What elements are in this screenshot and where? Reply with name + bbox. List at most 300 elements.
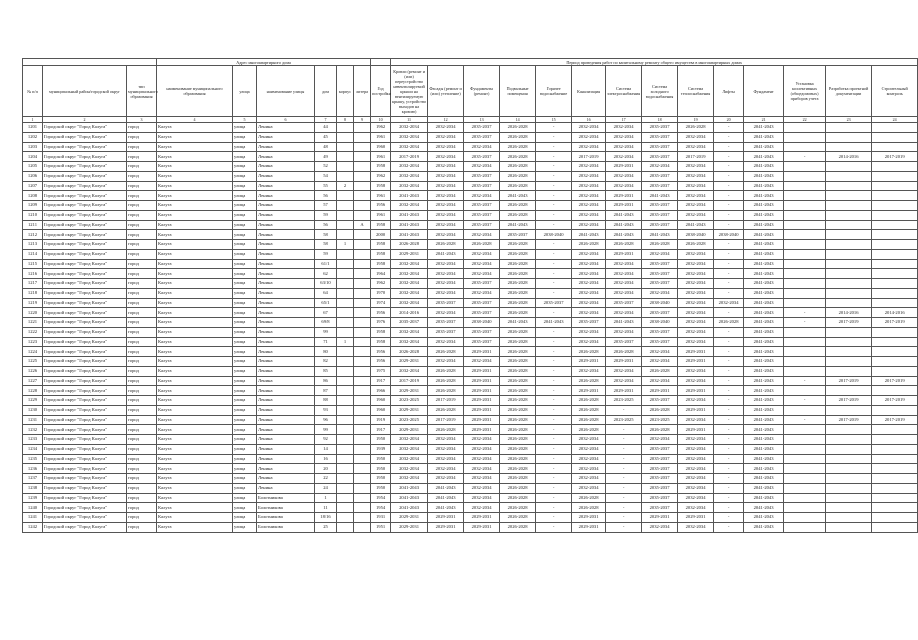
table-cell: -	[536, 308, 572, 318]
table-cell: -	[536, 201, 572, 211]
table-cell	[354, 132, 371, 142]
table-row	[23, 279, 918, 289]
table-cell: 2041-2043	[606, 230, 642, 240]
table-cell: Ленина	[257, 132, 315, 142]
table-cell	[784, 327, 826, 337]
table-cell	[826, 474, 872, 484]
table-cell: улица	[233, 132, 257, 142]
table-cell: 2026-2028	[572, 347, 606, 357]
table-cell	[337, 249, 354, 259]
table-cell: 1217	[23, 279, 43, 289]
column-header: Подвальные помещения	[500, 66, 536, 117]
table-cell: 2032-2034	[428, 152, 464, 162]
table-cell	[354, 171, 371, 181]
table-cell: 1224	[23, 347, 43, 357]
table-cell: 96	[315, 415, 337, 425]
table-cell: 2035-2037	[642, 474, 678, 484]
table-cell: 2026-2028	[572, 425, 606, 435]
table-cell: Ленина	[257, 181, 315, 191]
table-cell: Городской округ "Город Калуга"	[43, 454, 127, 464]
table-cell: 2032-2034	[606, 142, 642, 152]
table-cell: -	[606, 503, 642, 513]
table-cell: 2029-2031	[678, 357, 714, 367]
table-cell	[337, 191, 354, 201]
table-cell: -	[714, 454, 744, 464]
table-cell: 2032-2034	[678, 162, 714, 172]
table-cell: 1	[315, 493, 337, 503]
table-cell: Калуга	[157, 376, 233, 386]
table-cell	[872, 366, 918, 376]
column-header-row	[23, 66, 918, 117]
table-cell: 2041-2043	[391, 191, 428, 201]
table-cell: 2026-2028	[500, 513, 536, 523]
table-cell: 1958	[371, 337, 391, 347]
table-cell: 2041-2043	[744, 347, 784, 357]
table-cell: Городской округ "Город Калуга"	[43, 415, 127, 425]
table-cell	[784, 366, 826, 376]
table-cell	[354, 444, 371, 454]
column-number: 4	[157, 117, 233, 123]
table-cell: 85	[315, 366, 337, 376]
table-cell: -	[714, 327, 744, 337]
table-cell: -	[714, 181, 744, 191]
table-cell: 2041-2043	[744, 288, 784, 298]
column-number: 19	[678, 117, 714, 123]
table-cell: 2032-2034	[428, 220, 464, 230]
table-cell: 58	[315, 240, 337, 250]
table-row	[23, 288, 918, 298]
table-cell	[337, 318, 354, 328]
table-cell: 2017-2019	[826, 318, 872, 328]
table-cell: 11	[315, 503, 337, 513]
table-cell: 2017-2019	[391, 376, 428, 386]
table-row	[23, 415, 918, 425]
table-cell: 1231	[23, 415, 43, 425]
table-cell: город	[127, 201, 157, 211]
table-cell	[354, 376, 371, 386]
table-cell	[354, 240, 371, 250]
table-cell: 1234	[23, 444, 43, 454]
table-cell	[354, 386, 371, 396]
table-cell: -	[714, 220, 744, 230]
table-cell: 2041-2043	[606, 318, 642, 328]
column-header: Система холодного водоснабжения	[642, 66, 678, 117]
table-cell: 1219	[23, 298, 43, 308]
table-cell: Калуга	[157, 357, 233, 367]
table-cell	[826, 425, 872, 435]
table-cell: -	[714, 269, 744, 279]
table-cell: 2032-2034	[678, 181, 714, 191]
table-cell: 2035-2037	[642, 181, 678, 191]
table-cell: 2038-2040	[642, 318, 678, 328]
table-cell	[872, 298, 918, 308]
table-cell: 52	[315, 162, 337, 172]
table-cell: улица	[233, 357, 257, 367]
table-cell: 2026-2028	[500, 123, 536, 133]
table-cell	[337, 386, 354, 396]
table-cell: 2032-2034	[642, 249, 678, 259]
table-cell: 2026-2028	[500, 386, 536, 396]
table-cell: Калуга	[157, 444, 233, 454]
column-number: 22	[784, 117, 826, 123]
table-cell: 2032-2034	[428, 259, 464, 269]
column-number: 2	[43, 117, 127, 123]
table-cell: Калуга	[157, 288, 233, 298]
table-cell: Городской округ "Город Калуга"	[43, 503, 127, 513]
table-cell: 2026-2028	[500, 337, 536, 347]
table-cell: 2032-2034	[572, 132, 606, 142]
table-cell: 2026-2028	[500, 483, 536, 493]
table-cell: -	[536, 181, 572, 191]
table-cell: Ленина	[257, 454, 315, 464]
table-cell	[826, 366, 872, 376]
table-cell: 87	[315, 386, 337, 396]
column-header: литера	[354, 66, 371, 117]
table-cell	[354, 318, 371, 328]
table-row	[23, 327, 918, 337]
table-cell	[354, 210, 371, 220]
table-cell: 2032-2034	[606, 171, 642, 181]
table-cell: -	[606, 522, 642, 532]
table-row	[23, 522, 918, 532]
table-cell: улица	[233, 386, 257, 396]
table-cell: -	[536, 386, 572, 396]
table-cell: -	[536, 152, 572, 162]
table-cell: 2026-2028	[500, 240, 536, 250]
table-cell: -	[536, 366, 572, 376]
table-cell	[826, 269, 872, 279]
table-cell	[354, 201, 371, 211]
table-cell: 1233	[23, 435, 43, 445]
table-cell: город	[127, 503, 157, 513]
table-cell: 1222	[23, 327, 43, 337]
table-cell	[872, 171, 918, 181]
table-cell: Калуга	[157, 162, 233, 172]
table-cell: 2041-2043	[744, 240, 784, 250]
table-cell: 2026-2028	[678, 240, 714, 250]
table-cell	[784, 347, 826, 357]
table-cell: улица	[233, 415, 257, 425]
table-cell: Городской округ "Город Калуга"	[43, 444, 127, 454]
table-cell	[872, 269, 918, 279]
table-cell: город	[127, 357, 157, 367]
table-cell: 1950	[371, 435, 391, 445]
table-cell	[337, 269, 354, 279]
table-cell: 2026-2028	[500, 327, 536, 337]
table-cell: Болотникова	[257, 522, 315, 532]
table-cell: Калуга	[157, 435, 233, 445]
table-cell: 2032-2034	[606, 327, 642, 337]
table-cell: -	[536, 474, 572, 484]
table-cell: 2032-2034	[391, 269, 428, 279]
table-cell: Калуга	[157, 132, 233, 142]
table-cell: 2032-2034	[572, 435, 606, 445]
table-cell	[872, 425, 918, 435]
table-cell: улица	[233, 337, 257, 347]
table-cell: 2029-2031	[642, 513, 678, 523]
table-cell	[784, 435, 826, 445]
table-cell: 1237	[23, 474, 43, 484]
table-cell: 2026-2028	[500, 201, 536, 211]
table-cell	[872, 464, 918, 474]
table-cell: 2032-2034	[572, 327, 606, 337]
table-cell: 2032-2034	[572, 171, 606, 181]
table-cell: 2029-2031	[606, 249, 642, 259]
table-cell: 2038-2040	[642, 298, 678, 308]
table-cell: 2041-2043	[744, 366, 784, 376]
table-cell: 2026-2028	[500, 210, 536, 220]
table-cell: улица	[233, 230, 257, 240]
table-cell: 2029-2031	[391, 386, 428, 396]
table-cell: город	[127, 396, 157, 406]
table-cell: 2029-2031	[391, 425, 428, 435]
table-cell: Городской округ "Город Калуга"	[43, 386, 127, 396]
table-cell: 2041-2043	[744, 405, 784, 415]
table-cell: 1215	[23, 259, 43, 269]
table-cell: -	[714, 425, 744, 435]
repair-schedule-table	[22, 58, 918, 533]
table-cell	[872, 474, 918, 484]
table-cell: Калуга	[157, 210, 233, 220]
table-cell: 1958	[371, 181, 391, 191]
table-cell: 2014-2016	[872, 308, 918, 318]
table-cell: 2032-2034	[428, 288, 464, 298]
table-cell	[337, 376, 354, 386]
table-cell: 2038-2040	[714, 230, 744, 240]
table-cell: улица	[233, 474, 257, 484]
table-cell: 2032-2034	[678, 396, 714, 406]
table-cell: Ленина	[257, 259, 315, 269]
table-cell: 1236	[23, 464, 43, 474]
table-cell: 2032-2034	[391, 435, 428, 445]
table-cell: 2032-2034	[428, 474, 464, 484]
table-cell: 2032-2034	[572, 444, 606, 454]
table-cell: 2029-2031	[678, 425, 714, 435]
table-cell: -	[536, 171, 572, 181]
table-cell: 1956	[371, 347, 391, 357]
table-cell: -	[714, 240, 744, 250]
table-cell: 2032-2034	[572, 308, 606, 318]
table-cell: 2029-2031	[606, 191, 642, 201]
table-cell	[337, 522, 354, 532]
table-cell: город	[127, 181, 157, 191]
table-cell	[784, 171, 826, 181]
table-cell: -	[606, 425, 642, 435]
table-cell	[354, 327, 371, 337]
table-cell: -	[536, 269, 572, 279]
table-cell: Калуга	[157, 474, 233, 484]
table-cell: 2029-2031	[464, 522, 500, 532]
table-cell: -	[536, 249, 572, 259]
table-cell: Городской округ "Город Калуга"	[43, 337, 127, 347]
table-cell: 2041-2043	[500, 220, 536, 230]
table-cell: 2026-2028	[428, 366, 464, 376]
table-cell: 2029-2031	[606, 357, 642, 367]
column-header: Фундамент	[744, 66, 784, 117]
table-cell: 1960	[371, 405, 391, 415]
table-cell: город	[127, 522, 157, 532]
table-cell: 2035-2037	[464, 337, 500, 347]
table-cell: Ленина	[257, 405, 315, 415]
column-number: 18	[642, 117, 678, 123]
table-cell: -	[536, 435, 572, 445]
table-cell	[872, 386, 918, 396]
table-cell: 2026-2028	[572, 503, 606, 513]
table-cell	[826, 483, 872, 493]
table-cell	[872, 513, 918, 523]
table-cell: 2032-2034	[606, 308, 642, 318]
table-cell: 2032-2034	[678, 249, 714, 259]
table-cell: Городской округ "Город Калуга"	[43, 191, 127, 201]
table-cell: 80	[315, 347, 337, 357]
table-cell: 2032-2034	[678, 464, 714, 474]
table-cell: -	[714, 201, 744, 211]
table-cell: 44	[315, 123, 337, 133]
table-cell: 2032-2034	[678, 337, 714, 347]
table-cell: -	[714, 152, 744, 162]
table-cell: 2029-2031	[572, 513, 606, 523]
table-cell: 2014-2016	[826, 152, 872, 162]
table-cell: -	[714, 259, 744, 269]
table-cell	[337, 454, 354, 464]
table-cell: 1958	[371, 327, 391, 337]
table-cell: 1958	[371, 249, 391, 259]
table-cell: -	[536, 503, 572, 513]
table-cell: 2041-2043	[744, 522, 784, 532]
table-cell: 2032-2034	[714, 298, 744, 308]
table-cell: 2032-2034	[391, 123, 428, 133]
table-cell: 2026-2028	[642, 240, 678, 250]
table-cell	[872, 493, 918, 503]
table-cell: Городской округ "Город Калуга"	[43, 522, 127, 532]
table-cell: 2029-2031	[464, 415, 500, 425]
table-cell: Ленина	[257, 240, 315, 250]
table-cell	[784, 181, 826, 191]
table-cell: город	[127, 318, 157, 328]
table-cell: -	[714, 376, 744, 386]
table-cell: 2041-2043	[744, 152, 784, 162]
table-cell: 24	[315, 483, 337, 493]
table-cell: -	[536, 513, 572, 523]
table-cell: улица	[233, 201, 257, 211]
table-cell	[826, 201, 872, 211]
column-number: 24	[872, 117, 918, 123]
table-cell: 2026-2028	[572, 376, 606, 386]
table-cell: 1201	[23, 123, 43, 133]
table-cell: 2032-2034	[428, 201, 464, 211]
table-cell: 2032-2034	[464, 493, 500, 503]
table-cell: 1970	[371, 288, 391, 298]
column-number: 17	[606, 117, 642, 123]
table-cell: 2032-2034	[678, 493, 714, 503]
table-cell: 2035-2037	[642, 171, 678, 181]
table-cell: Ленина	[257, 249, 315, 259]
table-cell: Калуга	[157, 240, 233, 250]
table-row	[23, 386, 918, 396]
table-cell	[872, 503, 918, 513]
table-cell: -	[606, 454, 642, 464]
table-cell: 1212	[23, 230, 43, 240]
table-cell	[354, 464, 371, 474]
table-cell: Ленина	[257, 366, 315, 376]
table-cell: 2026-2028	[500, 464, 536, 474]
table-cell: 1958	[371, 220, 391, 230]
table-cell: -	[714, 347, 744, 357]
table-cell: 2017-2019	[428, 415, 464, 425]
table-cell: 2032-2034	[678, 474, 714, 484]
table-cell: 2032-2034	[642, 435, 678, 445]
table-cell: 2029-2031	[464, 376, 500, 386]
group-address-label: Адрес многоквартирного дома	[157, 59, 371, 66]
table-cell	[354, 191, 371, 201]
table-cell	[826, 288, 872, 298]
table-cell: 59	[315, 210, 337, 220]
table-cell: Ленина	[257, 210, 315, 220]
table-cell: -	[606, 483, 642, 493]
table-cell: Городской округ "Город Калуга"	[43, 318, 127, 328]
table-cell: 2023-2025	[642, 415, 678, 425]
table-cell: -	[536, 191, 572, 201]
table-cell: 1242	[23, 522, 43, 532]
table-cell: Калуга	[157, 259, 233, 269]
table-cell: Калуга	[157, 425, 233, 435]
table-cell: 2032-2034	[642, 162, 678, 172]
table-cell: -	[536, 210, 572, 220]
table-cell: 1220	[23, 308, 43, 318]
table-cell: Городской округ "Город Калуга"	[43, 435, 127, 445]
table-cell: 2026-2028	[714, 318, 744, 328]
table-cell: -	[714, 474, 744, 484]
table-cell: 61/1	[315, 259, 337, 269]
table-cell: 2032-2034	[428, 171, 464, 181]
table-row	[23, 318, 918, 328]
table-cell	[354, 259, 371, 269]
table-cell: 2041-2043	[428, 493, 464, 503]
table-cell: Городской округ "Город Калуга"	[43, 230, 127, 240]
table-cell: Городской округ "Город Калуга"	[43, 493, 127, 503]
table-cell: город	[127, 493, 157, 503]
table-cell: -	[536, 132, 572, 142]
table-cell	[826, 513, 872, 523]
table-cell: 2026-2028	[572, 240, 606, 250]
table-cell	[354, 123, 371, 133]
table-cell	[354, 503, 371, 513]
table-cell: 2038-2040	[536, 230, 572, 240]
table-cell: 2032-2034	[678, 318, 714, 328]
table-cell: 2032-2034	[572, 220, 606, 230]
table-cell: 2041-2043	[744, 308, 784, 318]
table-cell: 2041-2043	[744, 327, 784, 337]
table-cell: 56	[315, 191, 337, 201]
table-cell	[872, 483, 918, 493]
table-row	[23, 337, 918, 347]
table-cell: 2032-2034	[464, 444, 500, 454]
table-cell: 2035-2037	[500, 230, 536, 240]
table-cell: -	[784, 308, 826, 318]
table-cell	[337, 444, 354, 454]
table-cell: 2032-2034	[678, 298, 714, 308]
table-cell	[337, 425, 354, 435]
table-cell: 2035-2037	[428, 298, 464, 308]
table-cell: 1240	[23, 503, 43, 513]
table-cell: -	[714, 171, 744, 181]
column-number: 9	[354, 117, 371, 123]
table-cell: 2032-2034	[678, 454, 714, 464]
table-cell: 2032-2034	[464, 230, 500, 240]
table-cell	[872, 210, 918, 220]
table-cell: 1962	[371, 123, 391, 133]
table-cell: Городской округ "Город Калуга"	[43, 259, 127, 269]
